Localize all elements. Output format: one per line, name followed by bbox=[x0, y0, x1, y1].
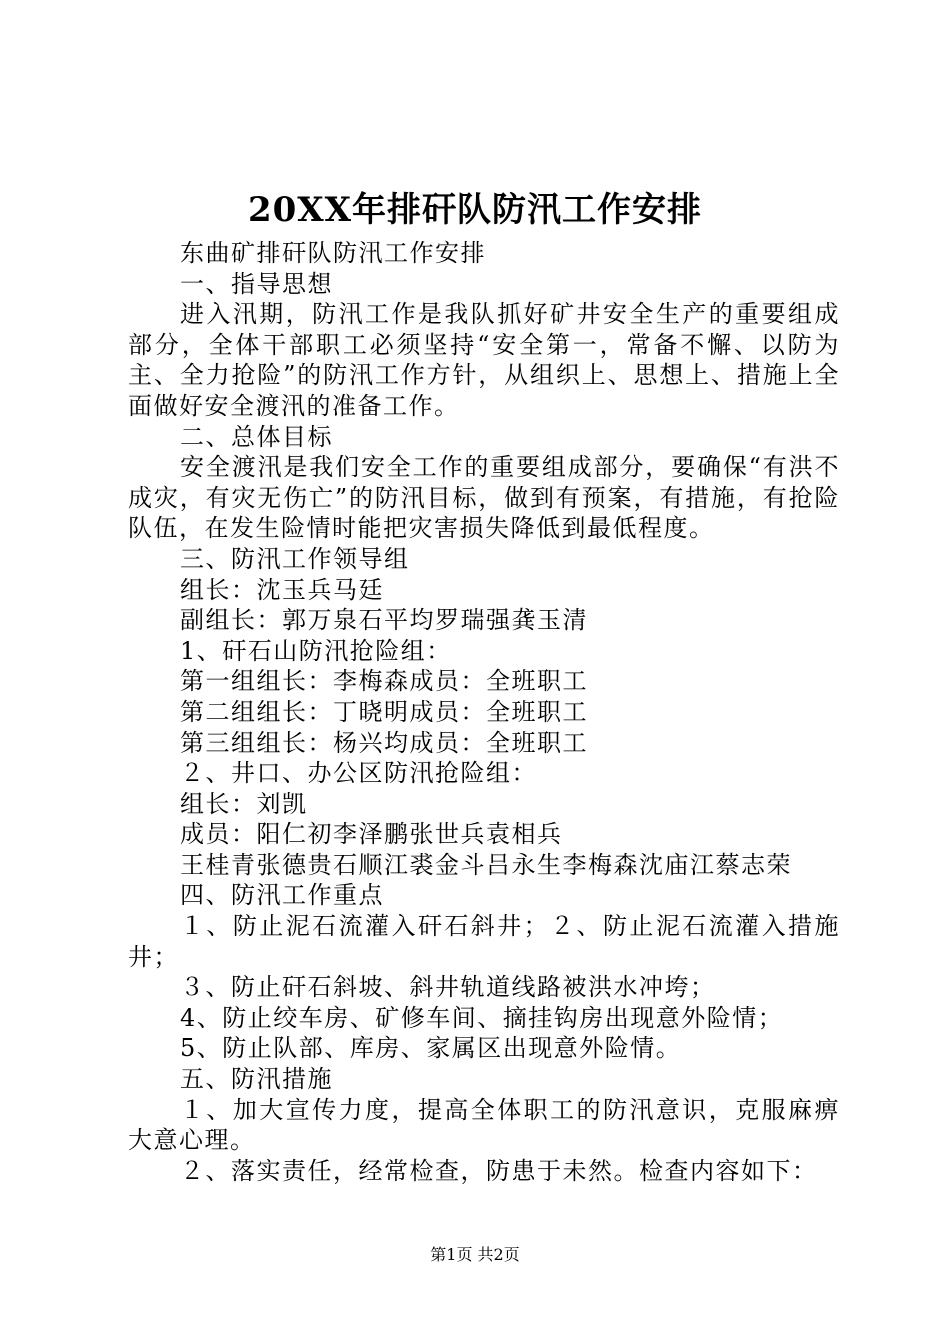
section-heading: 四、防汛工作重点 bbox=[180, 881, 384, 910]
list-item: 5、防止队部、库房、家属区出现意外险情。 bbox=[180, 1034, 682, 1063]
list-item: 组长：沈玉兵马廷 bbox=[180, 575, 384, 604]
paragraph: １、防止泥石流灌入矸石斜井；２、防止泥石流灌入措施井； bbox=[128, 912, 840, 971]
document-body bbox=[128, 238, 840, 1186]
list-item: ３、防止矸石斜坡、斜井轨道线路被洪水冲垮； bbox=[180, 973, 716, 1002]
section-heading: 三、防汛工作领导组 bbox=[180, 544, 410, 573]
list-item: 第一组组长：李梅森成员：全班职工 bbox=[180, 667, 588, 696]
page-footer: 第1页 共2页 bbox=[430, 1245, 520, 1264]
document-title: 20XX年排矸队防汛工作安排 bbox=[247, 190, 703, 230]
paragraph: 进入汛期，防汛工作是我队抓好矿井安全生产的重要组成部分，全体干部职工必须坚持“安全第一，常备不懈、以防为主、全力抢险”的防汛工作方针，从组织上、思想上、措施上全面做好安全渡汛的准备工作。 bbox=[128, 300, 840, 420]
section-heading: 二、总体目标 bbox=[180, 422, 333, 451]
list-item: 成员：阳仁初李泽鹏张世兵袁相兵 bbox=[180, 820, 563, 849]
list-item: 4、防止绞车房、矿修车间、摘挂钩房出现意外险情； bbox=[180, 1003, 784, 1032]
subtitle-line: 东曲矿排矸队防汛工作安排 bbox=[180, 239, 486, 267]
section-heading: 一、指导思想 bbox=[180, 269, 333, 298]
list-item: 组长：刘凯 bbox=[180, 789, 308, 818]
list-item: 1、矸石山防汛抢险组： bbox=[180, 636, 452, 665]
paragraph: １、加大宣传力度，提高全体职工的防汛意识，克服麻痹大意心理。 bbox=[128, 1095, 840, 1155]
list-item: ２、落实责任，经常检查，防患于未然。检查内容如下： bbox=[180, 1156, 818, 1185]
paragraph: 安全渡汛是我们安全工作的重要组成部分，要确保“有洪不成灾，有灾无伤亡”的防汛目标，做到有预案，有措施，有抢险队伍，在发生险情时能把灾害损失降低到最低程度。 bbox=[128, 453, 840, 543]
list-item: ２、井口、办公区防汛抢险组： bbox=[180, 759, 537, 788]
list-item: 第二组组长：丁晓明成员：全班职工 bbox=[180, 697, 588, 726]
list-item: 第三组组长：杨兴均成员：全班职工 bbox=[180, 728, 588, 757]
list-item: 王桂青张德贵石顺江裘金斗吕永生李梅森沈庙江蔡志荣 bbox=[180, 850, 792, 879]
list-item: 副组长：郭万泉石平均罗瑞强龚玉清 bbox=[180, 606, 588, 635]
section-heading: 五、防汛措施 bbox=[180, 1065, 333, 1094]
